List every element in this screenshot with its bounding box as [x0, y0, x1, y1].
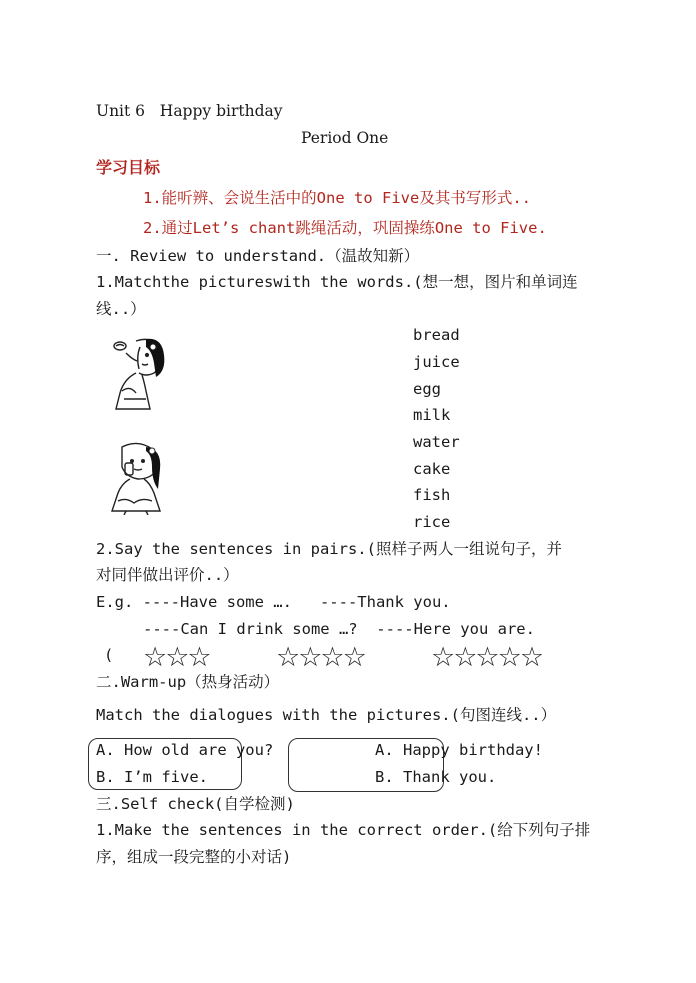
objective-item-2: 2.通过Let’s chant跳绳活动，巩固操练One to Five.	[143, 219, 547, 237]
section3-q1-line2: 序，组成一段完整的小对话)	[96, 848, 292, 866]
objectives-heading: 学习目标	[96, 158, 161, 177]
dialogue-left-a: A. How old are you?	[96, 741, 274, 759]
period-title: Period One	[301, 129, 389, 147]
word-6: cake	[413, 460, 451, 478]
rating-three-stars: ☆☆☆	[143, 642, 210, 673]
word-2: juice	[413, 353, 460, 371]
dialogue-right-a: A. Happy birthday!	[375, 741, 543, 759]
word-1: bread	[413, 326, 460, 344]
word-3: egg	[413, 380, 441, 398]
word-5: water	[413, 433, 460, 451]
section1-title: 一. Review to understand.（温故知新）	[96, 247, 420, 265]
rating-four-stars: ☆☆☆☆	[276, 642, 365, 673]
example-line-1: E.g. ----Have some …. ----Thank you.	[96, 593, 451, 611]
section3-title: 三.Self check(自学检测)	[96, 795, 295, 813]
rating-five-stars: ☆☆☆☆☆	[431, 642, 543, 673]
section3-q1-line1: 1.Make the sentences in the correct order.(给下列句子排	[96, 821, 591, 839]
dialogue-left-b: B. I’m five.	[96, 768, 208, 786]
word-7: fish	[413, 486, 451, 504]
objective-item-1: 1.能听辨、会说生活中的One to Five及其书写形式..	[143, 189, 531, 207]
word-4: milk	[413, 406, 451, 424]
word-8: rice	[413, 513, 451, 531]
section2-instruction: Match the dialogues with the pictures.(句图连线..）	[96, 706, 557, 724]
girl-drinking-icon	[108, 441, 166, 515]
rating-paren: (	[104, 646, 114, 664]
section2-title: 二.Warm-up（热身活动）	[96, 673, 280, 691]
q2-instruction-line2: 对同伴做出评价..）	[96, 566, 239, 584]
example-line-2: ----Can I drink some …? ----Here you are.	[143, 620, 535, 638]
dialogue-right-b: B. Thank you.	[375, 768, 497, 786]
q1-instruction-line2: 线..）	[96, 300, 146, 318]
girl-eating-icon	[106, 333, 168, 413]
q2-instruction-line1: 2.Say the sentences in pairs.(照样子两人一组说句子，并	[96, 540, 562, 558]
q1-instruction-line1: 1.Matchthe pictureswith the words.(想一想，图片和单词连	[96, 273, 578, 291]
unit-title: Unit 6 Happy birthday	[96, 102, 283, 120]
